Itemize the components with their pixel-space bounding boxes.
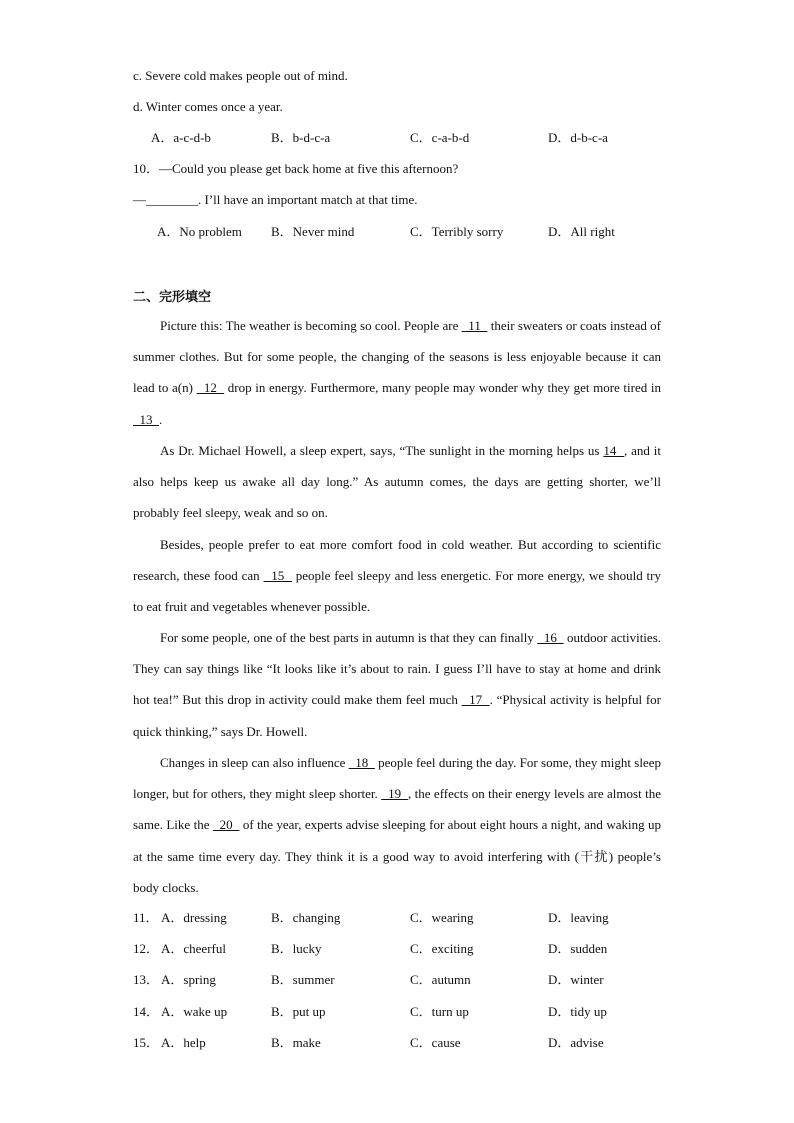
q10-option-b: B．Never mind — [271, 224, 355, 239]
q10-answer-line: —________. I’ll have an important match at that time. — [133, 192, 418, 207]
option-a: A．dressing — [161, 910, 227, 925]
option-b: B．make — [271, 1035, 321, 1050]
option-d: D．advise — [548, 1035, 604, 1050]
blank-19: 19 — [381, 786, 408, 802]
option-b: B．put up — [271, 1004, 326, 1019]
q9-option-a: A．a-c-d-b — [151, 130, 211, 145]
blank-16: 16 — [537, 630, 564, 645]
passage-paragraph-2: As Dr. Michael Howell, a sleep expert, says, “The sunlight in the morning helps us 14 , and it also helps keep us awake all day long.” As autumn comes, the days are getting shorter, we’ll probably feel sleepy, weak and so on. — [133, 443, 661, 521]
option-d: D．leaving — [548, 910, 609, 925]
q9-option-c: C．c-a-b-d — [410, 130, 470, 145]
passage-paragraph-4: For some people, one of the best parts in autumn is that they can finally 16 outdoor activities. They can say things like “It looks like it’s about to rain. I guess I’ll have to stay at home and drink hot tea!” But this drop in activity could make them feel much 17 . “Physical activity is helpful for quick thinking,” says Dr. Howell. — [133, 630, 662, 739]
passage-paragraph-3: Besides, people prefer to eat more comfort food in cold weather. But according to scientific research, these food can 15 people feel sleepy and less energetic. For more energy, we should try to eat fruit and vegetables whenever possible. — [133, 537, 661, 615]
q9-option-b: B．b-d-c-a — [271, 130, 331, 145]
q9-option-d: D．d-b-c-a — [548, 130, 608, 145]
question-number: 11． — [133, 910, 159, 925]
blank-15: 15 — [263, 568, 292, 584]
question-number: 12． — [133, 941, 160, 956]
question-number: 13． — [133, 972, 160, 987]
blank-17: 17 — [461, 692, 490, 708]
blank-14: 14 — [603, 443, 625, 458]
q10-option-d: D．All right — [548, 224, 615, 239]
passage-paragraph-5: Changes in sleep can also influence 18 people feel during the day. For some, they might sleep longer, but for others, they might sleep shorter. 19 , the effects on their energy levels are almost the same. Like the 20 of the year, experts advise sleeping for about eight hours a night, and waking up at the same time every day. They think it is a good way to avoid interfering with (干扰) people’s body clocks. — [133, 755, 662, 895]
passage-paragraph-1: Picture this: The weather is becoming so cool. People are 11 their sweaters or coats instead of summer clothes. But for some people, the changing of the seasons is less enjoyable because it can lead to a(n) 12 drop in energy. Furthermore, many people may wonder why they get more tired in 13 . — [133, 318, 662, 427]
q10-option-a: A．No problem — [157, 224, 242, 239]
blank-20: 20 — [212, 817, 240, 833]
option-d: D．sudden — [548, 941, 608, 956]
option-d: D．tidy up — [548, 1004, 607, 1019]
blank-11: 11 — [461, 318, 488, 333]
blank-13: 13 — [133, 411, 159, 427]
option-b: B．changing — [271, 910, 341, 925]
option-b: B．summer — [271, 972, 335, 987]
q10-option-c: C．Terribly sorry — [410, 224, 504, 239]
option-line-c: c. Severe cold makes people out of mind. — [133, 68, 348, 83]
option-c: C．turn up — [410, 1004, 469, 1019]
option-a: A．cheerful — [161, 941, 226, 956]
question-number: 14． — [133, 1004, 160, 1019]
section-title: 二、完形填空 — [133, 290, 212, 305]
option-c: C．autumn — [410, 972, 471, 987]
blank-18: 18 — [348, 755, 375, 770]
option-b: B．lucky — [271, 941, 322, 956]
option-a: A．spring — [161, 972, 216, 987]
q10-question: 10．—Could you please get back home at five this afternoon? — [133, 161, 459, 176]
option-c: C．cause — [410, 1035, 461, 1050]
question-number: 15． — [133, 1035, 160, 1050]
option-c: C．exciting — [410, 941, 474, 956]
option-d: D．winter — [548, 972, 604, 987]
option-c: C．wearing — [410, 910, 474, 925]
option-line-d: d. Winter comes once a year. — [133, 99, 283, 114]
option-a: A．help — [161, 1035, 206, 1050]
option-a: A．wake up — [161, 1004, 228, 1019]
blank-12: 12 — [196, 380, 225, 396]
